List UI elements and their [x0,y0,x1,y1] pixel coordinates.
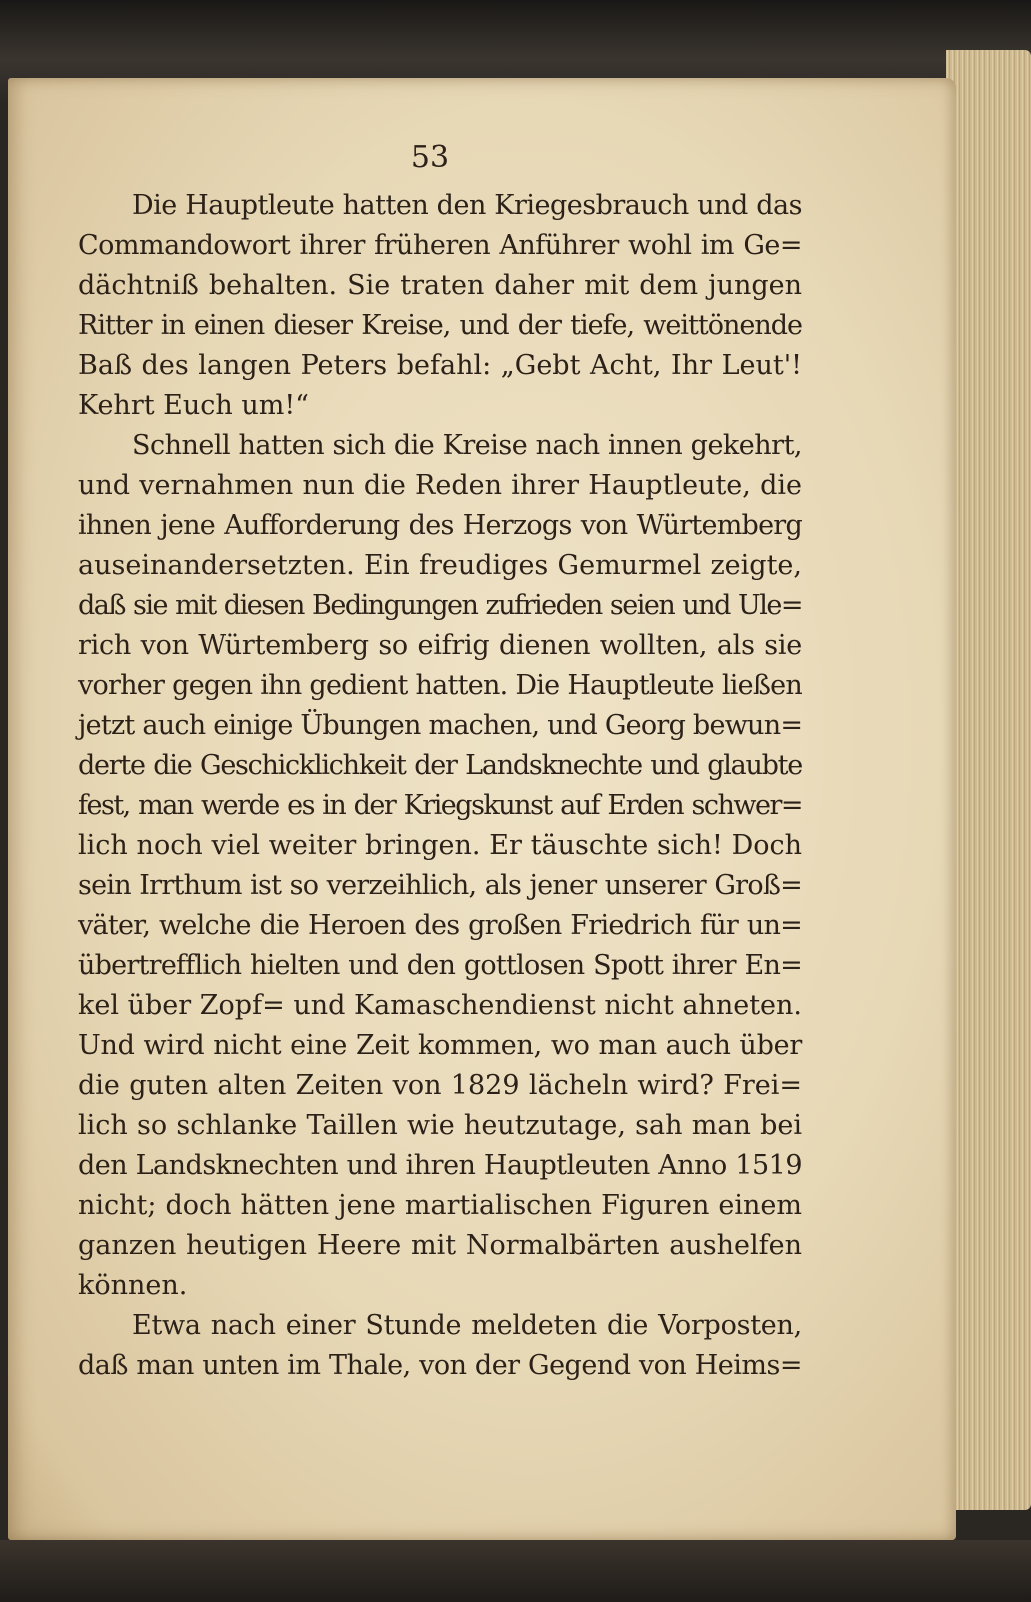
page-edges [946,50,1031,1510]
text-line: die guten alten Zeiten von 1829 lächeln wird? Frei= [78,1070,802,1101]
text-line: jetzt auch einige Übungen machen, und Georg bewun= [78,710,803,741]
text-line: dächtniß behalten. Sie traten daher mit dem jungen [78,270,802,301]
text-line: daß sie mit diesen Bedingungen zufrieden seien und Ule= [78,590,802,621]
text-line: Baß des langen Peters befahl: „Gebt Acht, Ihr Leut'! [78,350,802,381]
text-line: lich so schlanke Taillen wie heutzutage, sah man bei [78,1110,802,1141]
text-line: ganzen heutigen Heere mit Normalbärten aushelfen [78,1230,802,1261]
text-line: übertrefflich hielten und den gottlosen Spott ihrer En= [78,950,802,981]
text-line: ihnen jene Aufforderung des Herzogs von Würtemberg [78,510,802,541]
text-line: rich von Würtemberg so eifrig dienen wollten, als sie [78,630,802,661]
text-line: väter, welche die Heroen des großen Friedrich für un= [78,910,802,941]
text-line: den Landsknechten und ihren Hauptleuten Anno 1519 [78,1150,802,1181]
text-line: fest, man werde es in der Kriegskunst auf Erden schwer= [78,790,802,821]
text-line: lich noch viel weiter bringen. Er täuschte sich! Doch [78,830,802,861]
text-line: Schnell hatten sich die Kreise nach innen gekehrt, [132,430,802,461]
book-bottom-shadow [0,1540,1031,1602]
text-line: Die Hauptleute hatten den Kriegesbrauch und das [132,190,802,221]
text-line: nicht; doch hätten jene martialischen Figuren einem [78,1190,802,1221]
body-text [78,186,802,1386]
text-line: vorher gegen ihn gedient hatten. Die Hauptleute ließen [78,670,802,701]
text-line: auseinandersetzten. Ein freudiges Gemurmel zeigte, [78,550,802,581]
text-line: und vernahmen nun die Reden ihrer Hauptleute, die [78,470,802,501]
text-line: Etwa nach einer Stunde meldeten die Vorposten, [132,1310,802,1341]
text-line: können. [78,1270,188,1301]
text-line: Ritter in einen dieser Kreise, und der tiefe, weittönende [78,310,802,341]
text-line: Kehrt Euch um!“ [78,390,309,421]
text-line: Und wird nicht eine Zeit kommen, wo man auch über [78,1030,802,1061]
text-line: derte die Geschicklichkeit der Landsknechte und glaubte [78,750,802,781]
text-line: Commandowort ihrer früheren Anführer wohl im Ge= [78,230,802,261]
page-number: 53 [410,140,450,175]
text-line: sein Irrthum ist so verzeihlich, als jener unserer Groß= [78,870,802,901]
text-line: daß man unten im Thale, von der Gegend von Heims= [78,1350,802,1381]
text-line: kel über Zopf= und Kamaschendienst nicht ahneten. [78,990,802,1021]
